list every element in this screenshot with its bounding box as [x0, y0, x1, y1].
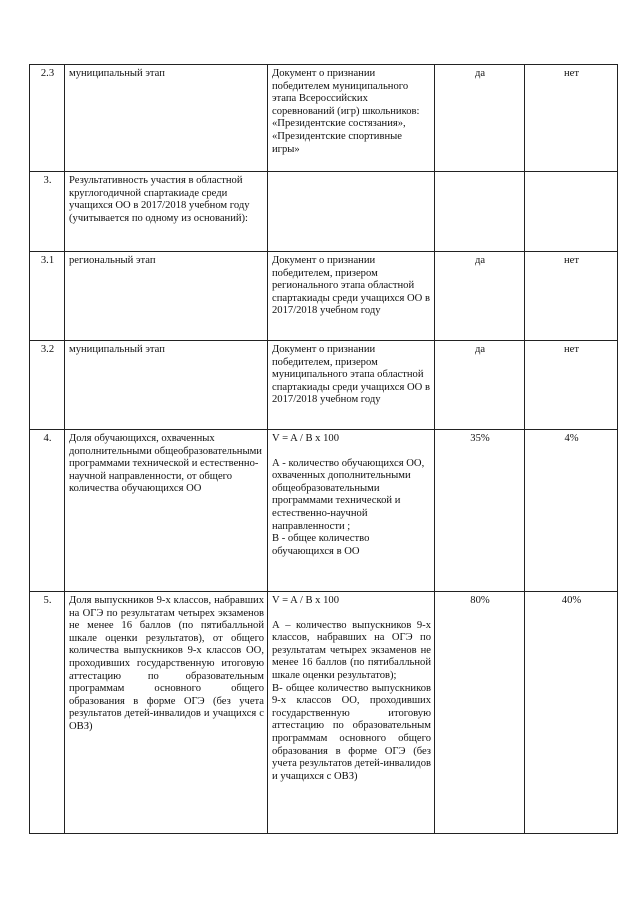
row-number: 3.2: [30, 341, 65, 430]
value-cell: нет: [525, 65, 618, 172]
table-row: [30, 592, 618, 834]
value-cell: 80%: [435, 592, 525, 834]
criterion-name: муниципальный этап: [65, 341, 268, 430]
value-cell: [435, 172, 525, 252]
criteria-table: [29, 64, 618, 834]
table-row: [30, 172, 618, 252]
document-description: Документ о признании победителем, призером регионального этапа областной спартакиады среди учащихся ОО в 2017/2018 учебном году: [268, 252, 435, 341]
table-row: [30, 341, 618, 430]
value-cell: 35%: [435, 430, 525, 592]
value-cell: да: [435, 341, 525, 430]
spacer: [272, 608, 431, 620]
formula-b-definition: В - общее количество обучающихся в ОО: [272, 533, 370, 557]
formula-a-definition: А – количество выпускников 9-х классов, набравших на ОГЭ по результатам четырех экзаменов не менее 16 баллов (по пятибалльной шкале оценки результатов);: [272, 619, 431, 681]
document-description: Документ о признании победителем, призером муниципального этапа областной спартакиады среди учащихся ОО в 2017/2018 учебном году: [268, 341, 435, 430]
value-cell: 4%: [525, 430, 618, 592]
row-number: 2.3: [30, 65, 65, 172]
row-number: 4.: [30, 430, 65, 592]
formula-a-definition: А - количество обучающихся ОО, охваченных дополнительными общеобразовательными программами технической и естественно-научной направленности ;: [272, 457, 425, 532]
value-cell: [525, 172, 618, 252]
row-number: 5.: [30, 592, 65, 834]
row-number: 3.: [30, 172, 65, 252]
document-description: [268, 592, 435, 834]
criterion-name: муниципальный этап: [65, 65, 268, 172]
value-cell: нет: [525, 252, 618, 341]
criterion-name: региональный этап: [65, 252, 268, 341]
spacer: [272, 446, 431, 458]
document-description: [268, 172, 435, 252]
document-description: Документ о признании победителем муниципального этапа Всероссийских соревнований (игр) школьников: «Президентские состязания», «Президентские спортивные игры»: [268, 65, 435, 172]
formula: V = A / B x 100: [272, 433, 340, 444]
value-cell: нет: [525, 341, 618, 430]
formula: V = A / B x 100: [272, 595, 340, 606]
value-cell: да: [435, 252, 525, 341]
criterion-name: Доля обучающихся, охваченных дополнительными общеобразовательными программами технической и естественно-научной направленности, от общего количества обучающихся ОО: [65, 430, 268, 592]
document-description: [268, 430, 435, 592]
criterion-name: Доля выпускников 9-х классов, набравших на ОГЭ по результатам четырех экзаменов не менее 16 баллов (по пятибалльной шкале оценки результатов), от общего количества выпускников 9-х классов ОО, проходивших государственную итоговую аттестацию по образовательным программам основного общего образования в форме ОГЭ (без учета результатов детей-инвалидов и учащихся с ОВЗ): [65, 592, 268, 834]
row-number: 3.1: [30, 252, 65, 341]
table-row: [30, 65, 618, 172]
criterion-name: Результативность участия в областной круглогодичной спартакиаде среди учащихся ОО в 2017/2018 учебном году (учитывается по одному из оснований):: [65, 172, 268, 252]
value-cell: 40%: [525, 592, 618, 834]
formula-b-definition: В- общее количество выпускников 9-х классов ОО, проходивших государственную итоговую аттестацию по образовательным программам основного общего образования в форме ОГЭ (без учета результатов детей-инвалидов и учащихся с ОВЗ): [272, 682, 431, 782]
value-cell: да: [435, 65, 525, 172]
table-row: [30, 252, 618, 341]
table-row: [30, 430, 618, 592]
